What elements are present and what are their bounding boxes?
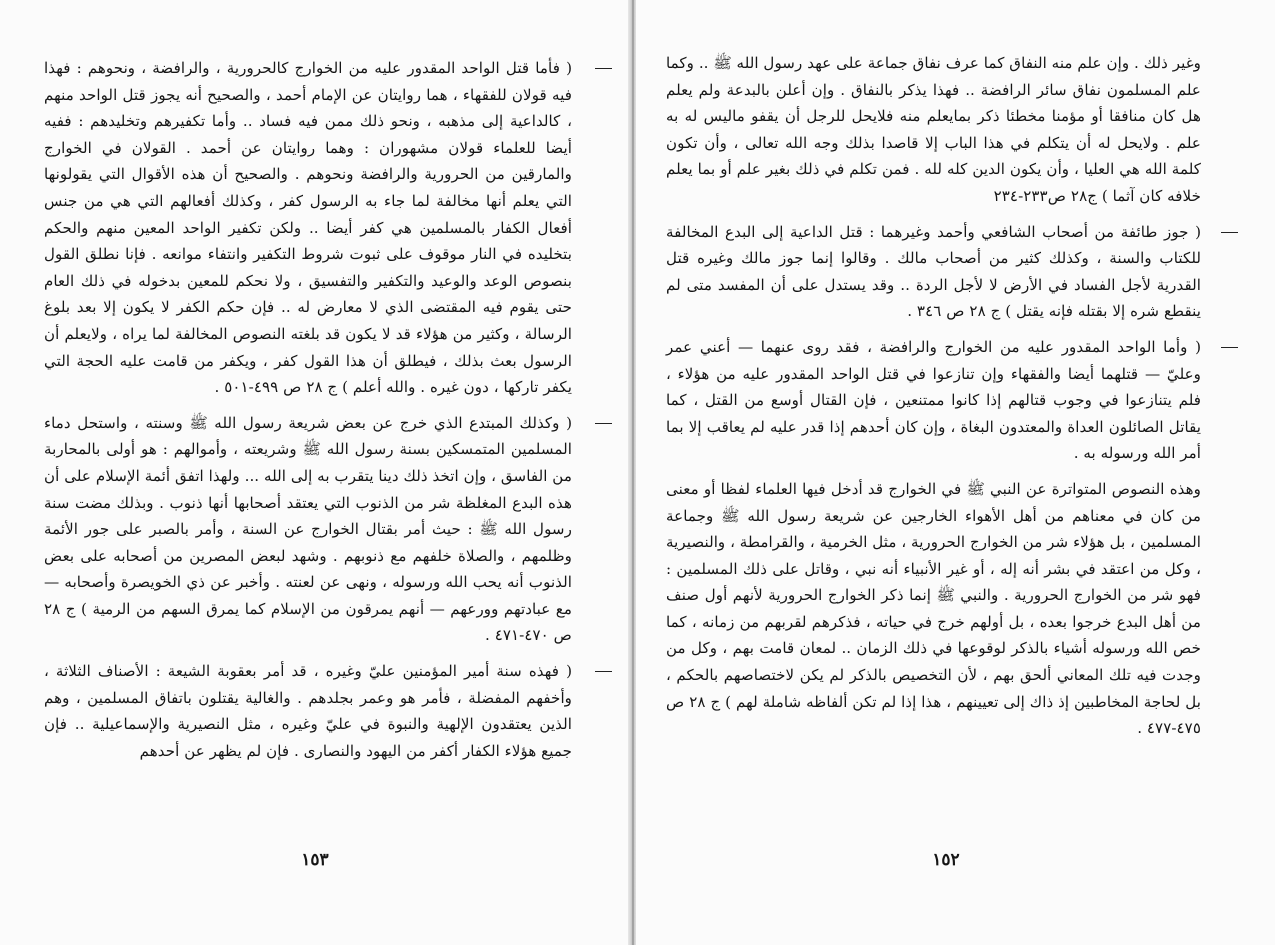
right-paragraph-2-text: ( جوز طائفة من أصحاب الشافعي وأحمد وغيرهما : قتل الداعية إلى البدع المخالفة للكتاب والسنة ، وكذلك كثير من أصحاب مالك . وقالوا إنما جوز مالك وغيره قتل القدرية لأجل الفساد في الأرض لا لأجل الردة .. وقد يستدل على أن المفسد متى لم ينقطع شره إلا بقتله فإنه يقتل ) ج ٢٨ ص ٣٤٦ . (666, 222, 1201, 321)
left-paragraph-1 (44, 55, 572, 401)
left-paragraph-2-text: ( وكذلك المبتدع الذي خرج عن بعض شريعة رسول الله ﷺ وسنته ، واستحل دماء المسلمين المتمسكين بسنة رسول الله ﷺ وشريعته ، وأموالهم : هو أولى بالمحاربة من الفاسق ، وإن اتخذ ذلك دينا يتقرب به إلى الله ... ولهذا اتفق أئمة الإسلام على أن هذه البدع المغلظة شر من الذنوب التي يعتقد أصحابها أنها ذنوب . وبذلك مضت سنة رسول الله ﷺ : حيث أمر بقتال الخوارج عن السنة ، وأمر بالصبر على جور الأئمة وظلمهم ، والصلاة خلفهم مع ذنوبهم . وشهد لبعض المصرين من أصحابه على بعض الذنوب أنه يحب الله ورسوله ، ونهى عن لعنته . وأخبر عن ذي الخويصرة وأصحابه — مع عبادتهم وورعهم — أنهم يمرقون من الإسلام كما يمرق السهم من الرمية ) ج ٢٨ ص ٤٧٠-٤٧١ . (44, 413, 572, 645)
right-paragraph-4-text: وهذه النصوص المتواترة عن النبي ﷺ في الخوارج قد أدخل فيها العلماء لفظا أو معنى من كان في معناهم من أهل الأهواء الخارجين عن شريعة رسول الله ﷺ وجماعة المسلمين ، بل هؤلاء شر من الخوارج الحرورية ، مثل الخرمية ، والقرامطة ، والنصيرية ، وكل من اعتقد في بشر أنه إله ، أو غير الأنبياء أنه نبي ، وقاتل على ذلك المسلمين : فهو شر من الخوارج الحرورية . والنبي ﷺ إنما ذكر الخوارج الحرورية لأنهم أول صنف من أهل البدع خرجوا بعده ، بل أولهم خرج في حياته ، فذكرهم لقربهم من زمانه ، كما خص الله ورسوله أشياء بالذكر لوقوعها في ذلك الزمان .. لمعان قامت بهم ، وكل من وجدت فيه تلك المعاني ألحق بهم ، لأن التخصيص بالذكر لم يكن لاختصاصهم بالحكم ، بل لحاجة المخاطبين إذ ذاك إلى تعيينهم ، هذا إذا لم تكن ألفاظه شاملة لهم ) ج ٢٨ ص ٤٧٥-٤٧٧ . (665, 479, 1201, 738)
dash-marker (1221, 347, 1238, 348)
dash-marker (595, 68, 612, 69)
left-page-number: ١٥٣ (301, 850, 329, 870)
left-paragraph-3 (44, 658, 572, 764)
right-paragraph-1-text: وغير ذلك . وإن علم منه النفاق كما عرف نفاق جماعة على عهد رسول الله ﷺ .. وكما علم المسلمون نفاق سائر الرافضة .. فهذا يذكر بالنفاق . وإن أعلن بالبدعة ولم يعلم هل كان منافقا أو مؤمنا مخطئا ذكر بمايعلم منه فلايحل للرجل أن يقفو ماليس له به علم . ولايحل له أن يتكلم في هذا الباب إلا قاصدا بذلك وجه الله تعالى ، وأن تكون كلمة الله هي العليا ، وأن يكون الدين كله لله . فمن تكلم في ذلك بغير علم أو بما يعلم خلافه كان آثما ) ج٢٨ ص٢٣٣-٢٣٤ (666, 54, 1201, 205)
dash-marker (1221, 232, 1238, 233)
dash-marker (595, 671, 612, 672)
dash-marker (595, 423, 612, 424)
right-paragraph-1 (666, 50, 1201, 210)
right-paragraph-2 (666, 219, 1201, 325)
left-paragraph-1-text: ( فأما قتل الواحد المقدور عليه من الخوارج كالحرورية ، والرافضة ، ونحوهم : فهذا فيه قولان للفقهاء ، هما روايتان عن الإمام أحمد ، والصحيح أنه يجوز قتل الواحد منهم ، كالداعية إلى مذهبه ، ونحو ذلك ممن فيه فساد .. وأما تكفيرهم وتخليدهم : ففيه أيضا للعلماء قولان مشهوران : وهما روايتان عن أحمد . القولان في الخوارج والمارقين من الحرورية والرافضة ونحوهم . والصحيح أن هذه الأقوال التي يقولونها التي يعلم أنها مخالفة لما جاء به الرسول كفر ، وكذلك أفعالهم التي هي من جنس أفعال الكفار بالمسلمين هي كفر أيضا .. ولكن تكفير الواحد المعين منهم والحكم بتخليده في النار موقوف على ثبوت شروط التكفير وانتفاء موانعه . فإنا نطلق القول بنصوص الوعد والوعيد والتكفير والتفسيق ، ولا نحكم للمعين بدخوله في ذلك العام حتى يقوم فيه المقتضى الذي لا معارض له .. فإن حكم الكفر لا يكون إلا بعد بلوغ الرسالة ، وكثير من هؤلاء قد لا يكون قد بلغته النصوص المخالفة لما يراه ، ولايعلم أن الرسول بعث بذلك ، فيطلق أن هذا القول كفر ، ويكفر من قامت عليه الحجة التي يكفر تاركها ، دون غيره . والله أعلم ) ج ٢٨ ص ٤٩٩-٥٠١ . (44, 59, 572, 397)
right-paragraph-3-text: ( وأما الواحد المقدور عليه من الخوارج والرافضة ، فقد روى عنهما — أعني عمر وعليّ — قتلهما أيضا والفقهاء وإن تنازعوا في قتل الواحد المقدور عليه من هؤلاء ، فلم يتنازعوا في وجوب قتالهم إذا كانوا ممتنعين ، فإن القتال أوسع من القتل ، كما يقاتل الصائلون العداة والمعتدون البغاة ، وإن كان أحدهم إذا قدر عليه لم يعاقب إلا بما أمر الله ورسوله به . (666, 337, 1201, 463)
right-paragraph-3 (666, 334, 1201, 467)
left-text-column (44, 55, 572, 773)
left-paragraph-2 (44, 410, 572, 649)
right-page (636, 0, 1275, 945)
right-page-number: ١٥٢ (932, 850, 960, 870)
right-text-column (666, 50, 1201, 751)
left-page (0, 0, 630, 945)
right-paragraph-4 (666, 476, 1201, 742)
left-paragraph-3-text: ( فهذه سنة أمير المؤمنين عليّ وغيره ، قد أمر بعقوبة الشيعة : الأصناف الثلاثة ، وأخفهم المفضلة ، فأمر هو وعمر بجلدهم . والغالية يقتلون باتفاق المسلمين ، وهم الذين يعتقدون الإلهية والنبوة في عليّ وغيره ، مثل النصيرية والإسماعيلية .. فإن جميع هؤلاء الكفار أكفر من اليهود والنصارى . فإن لم يظهر عن أحدهم (44, 662, 572, 760)
